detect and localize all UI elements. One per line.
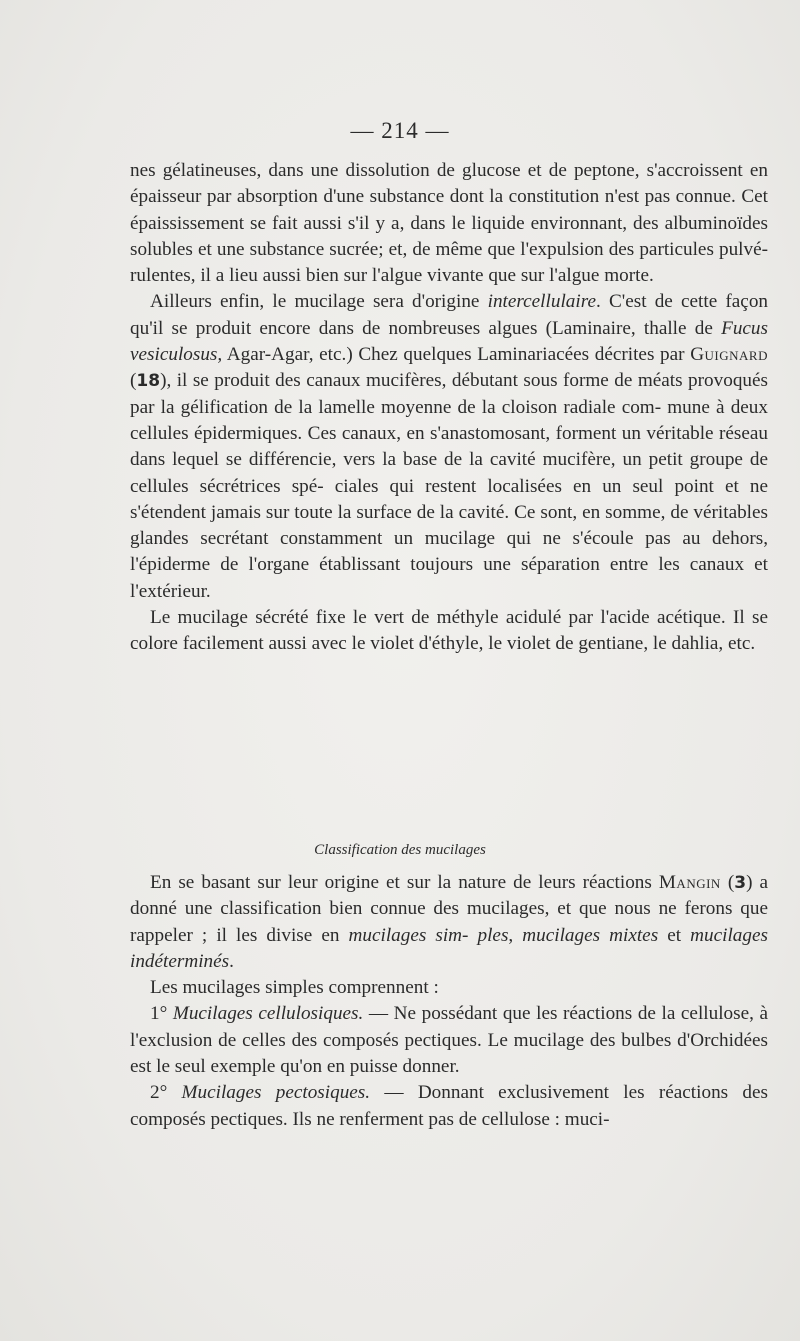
term-intercellulaire: intercellulaire xyxy=(487,291,596,313)
paragraph-classification: En se basant sur leur origine et sur la nature de leurs réactions Mangin (3) a donné une classification bien connue des mucilages, et que nous ne ferons que rappeler ; il les divise en mucilages sim- ples, mucilages mixtes et mucilages indéterminés. xyxy=(130,872,768,972)
paragraph-staining: Le mucilage sécrété fixe le vert de méthyle acidulé par l'acide acétique. Il se colore facilement aussi avec le violet d'éthyle, le violet de gentiane, le dahlia, etc. xyxy=(130,607,768,655)
reference-3: 3 xyxy=(734,873,747,893)
paragraph-continuation: nes gélatineuses, dans une dissolution de glucose et de peptone, s'accroissent en épaisseur par absorption d'une substance dont la constitution n'est pas connue. Cet épaississement se fait aussi s'il y a, dans le liquide environnant, des albuminoïdes solubles et une substance sucrée; et, de même que l'expulsion des particules pulvé- rulentes, il a lieu aussi bien sur l'algue vivante que sur l'algue morte. xyxy=(130,160,768,287)
list-item-cellulosiques: 1° Mucilages cellulosiques. — Ne possédant que les réactions de la cellulose, à l'exclusion de celles des composés pectiques. Le mucilage des bulbes d'Orchidées est le seul exemple qu'on en puisse donner. xyxy=(130,1003,768,1078)
list-item-pectosiques: 2° Mucilages pectosiques. — Donnant exclusivement les réactions des composés pectiques. Ils ne renferment pas de cellulose : muci- xyxy=(130,1082,768,1130)
paragraph-intercellular: Ailleurs enfin, le mucilage sera d'origine intercellulaire. C'est de cette façon qu'il se produit encore dans de nombreuses algues (Laminaire, thalle de Fucus vesiculosus, Agar-Agar, etc.) Chez quelques Laminariacées décrites par Guignard (18), il se produit des canaux mucifères, débutant sous forme de méats provoqués par la gélification de la lamelle moyenne de la cloison radiale com- mune à deux cellules épidermiques. Ces canaux, en s'anastomosant, forment un véritable réseau dans lequel se différencie, vers la base de la cavité mucifère, un petit groupe de cellules sécrétrices spé- ciales qui restent localisées en un seul point et ne s'étendent jamais sur toute la surface de la cavité. Ce sont, en somme, de véritables glandes secrétant constamment un mucilage qui ne s'écoule pas au dehors, l'épiderme de l'organe établissant toujours une séparation entre les canaux et l'extérieur. xyxy=(130,291,769,602)
page-number: — 214 — xyxy=(350,118,450,143)
species-fucus: Fucus vesiculosus, xyxy=(130,317,768,366)
reference-18: 18 xyxy=(136,371,161,392)
text-block-upper xyxy=(130,158,768,658)
text-block-lower xyxy=(130,870,768,1133)
paragraph-simple-intro: Les mucilages simples comprennent : xyxy=(150,977,439,999)
section-heading: Classification des mucilages xyxy=(314,842,486,858)
author-guignard: Guignard xyxy=(690,344,768,366)
author-mangin: Mangin xyxy=(658,872,721,893)
